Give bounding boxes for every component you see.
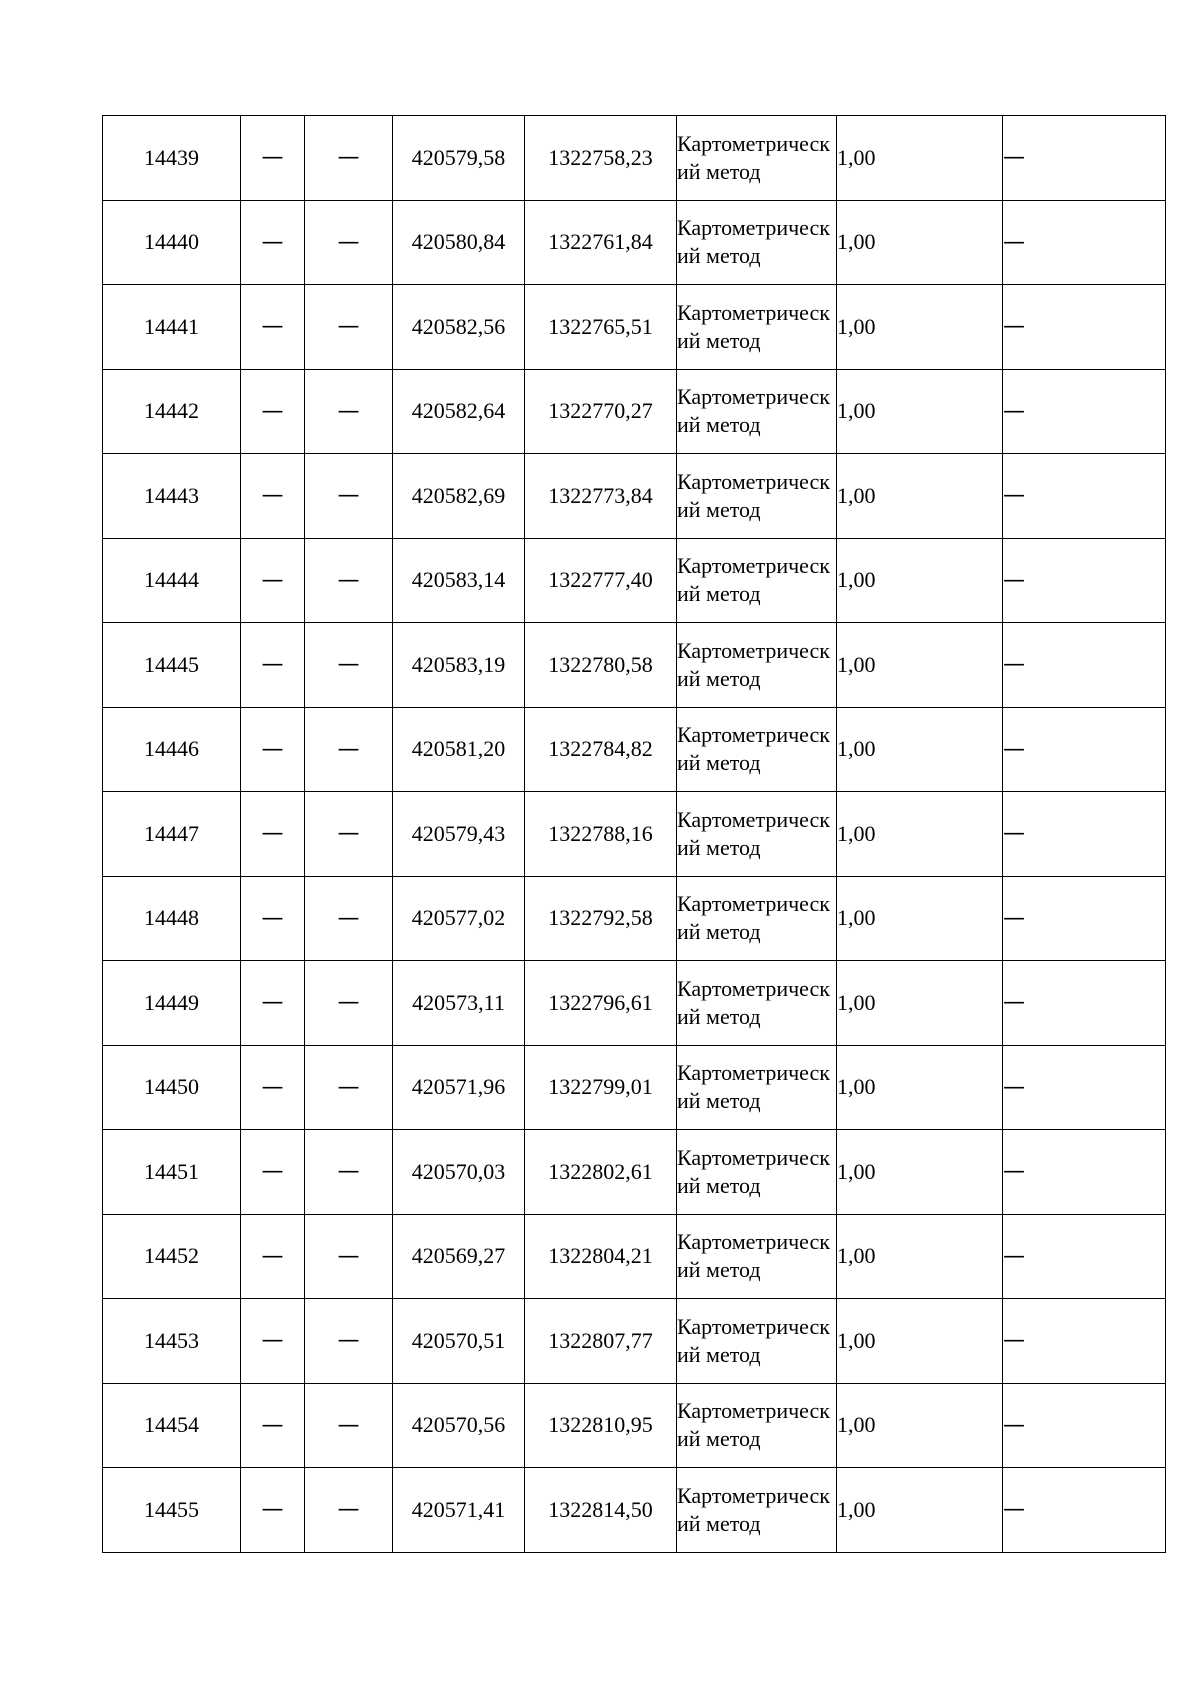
empty-value-cell bbox=[241, 454, 305, 539]
y-coordinate-cell: 1322761,84 bbox=[525, 200, 677, 285]
dash-value: — bbox=[1003, 905, 1025, 931]
note-cell bbox=[1003, 285, 1166, 370]
y-coordinate-cell: 1322784,82 bbox=[525, 707, 677, 792]
x-coordinate-cell: 420582,56 bbox=[393, 285, 525, 370]
table-row bbox=[103, 876, 1166, 961]
note-cell bbox=[1003, 792, 1166, 877]
point-number-cell: 14447 bbox=[103, 792, 241, 877]
point-number-cell: 14439 bbox=[103, 116, 241, 201]
empty-value-cell bbox=[241, 792, 305, 877]
dash-value: — bbox=[337, 398, 360, 424]
method-cell: Картометрический метод bbox=[677, 1468, 837, 1553]
dash-value: — bbox=[337, 145, 360, 171]
dash-value: — bbox=[261, 736, 284, 762]
empty-value-cell bbox=[305, 1299, 393, 1384]
accuracy-cell: 1,00 bbox=[837, 116, 1003, 201]
empty-value-cell bbox=[305, 792, 393, 877]
note-cell bbox=[1003, 961, 1166, 1046]
dash-value: — bbox=[1003, 1159, 1025, 1185]
method-cell: Картометрический метод bbox=[677, 1130, 837, 1215]
accuracy-cell: 1,00 bbox=[837, 369, 1003, 454]
accuracy-cell: 1,00 bbox=[837, 707, 1003, 792]
dash-value: — bbox=[1003, 652, 1025, 678]
point-number-cell: 14442 bbox=[103, 369, 241, 454]
note-cell bbox=[1003, 1214, 1166, 1299]
empty-value-cell bbox=[305, 1214, 393, 1299]
dash-value: — bbox=[261, 1328, 284, 1354]
note-cell bbox=[1003, 707, 1166, 792]
note-cell bbox=[1003, 454, 1166, 539]
empty-value-cell bbox=[305, 876, 393, 961]
dash-value: — bbox=[261, 229, 284, 255]
empty-value-cell bbox=[241, 1130, 305, 1215]
empty-value-cell bbox=[241, 961, 305, 1046]
y-coordinate-cell: 1322802,61 bbox=[525, 1130, 677, 1215]
dash-value: — bbox=[1003, 1497, 1025, 1523]
empty-value-cell bbox=[305, 1045, 393, 1130]
accuracy-cell: 1,00 bbox=[837, 961, 1003, 1046]
table-row bbox=[103, 454, 1166, 539]
y-coordinate-cell: 1322796,61 bbox=[525, 961, 677, 1046]
point-number-cell: 14455 bbox=[103, 1468, 241, 1553]
accuracy-cell: 1,00 bbox=[837, 1299, 1003, 1384]
note-cell bbox=[1003, 876, 1166, 961]
dash-value: — bbox=[337, 314, 360, 340]
dash-value: — bbox=[261, 314, 284, 340]
dash-value: — bbox=[337, 229, 360, 255]
y-coordinate-cell: 1322804,21 bbox=[525, 1214, 677, 1299]
accuracy-cell: 1,00 bbox=[837, 1045, 1003, 1130]
x-coordinate-cell: 420577,02 bbox=[393, 876, 525, 961]
accuracy-cell: 1,00 bbox=[837, 285, 1003, 370]
dash-value: — bbox=[1003, 567, 1025, 593]
dash-value: — bbox=[261, 567, 284, 593]
dash-value: — bbox=[1003, 821, 1025, 847]
dash-value: — bbox=[1003, 483, 1025, 509]
x-coordinate-cell: 420579,43 bbox=[393, 792, 525, 877]
empty-value-cell bbox=[241, 200, 305, 285]
empty-value-cell bbox=[305, 538, 393, 623]
point-number-cell: 14448 bbox=[103, 876, 241, 961]
point-number-cell: 14446 bbox=[103, 707, 241, 792]
dash-value: — bbox=[1003, 145, 1025, 171]
note-cell bbox=[1003, 623, 1166, 708]
y-coordinate-cell: 1322788,16 bbox=[525, 792, 677, 877]
dash-value: — bbox=[1003, 398, 1025, 424]
y-coordinate-cell: 1322773,84 bbox=[525, 454, 677, 539]
empty-value-cell bbox=[305, 116, 393, 201]
x-coordinate-cell: 420582,64 bbox=[393, 369, 525, 454]
dash-value: — bbox=[261, 1159, 284, 1185]
dash-value: — bbox=[337, 1159, 360, 1185]
point-number-cell: 14449 bbox=[103, 961, 241, 1046]
empty-value-cell bbox=[241, 1214, 305, 1299]
method-cell: Картометрический метод bbox=[677, 116, 837, 201]
table-row bbox=[103, 961, 1166, 1046]
dash-value: — bbox=[337, 821, 360, 847]
empty-value-cell bbox=[241, 285, 305, 370]
x-coordinate-cell: 420579,58 bbox=[393, 116, 525, 201]
empty-value-cell bbox=[241, 1045, 305, 1130]
dash-value: — bbox=[1003, 1074, 1025, 1100]
table-row bbox=[103, 1214, 1166, 1299]
table-row bbox=[103, 116, 1166, 201]
dash-value: — bbox=[337, 990, 360, 1016]
empty-value-cell bbox=[241, 707, 305, 792]
dash-value: — bbox=[261, 905, 284, 931]
dash-value: — bbox=[261, 483, 284, 509]
accuracy-cell: 1,00 bbox=[837, 1468, 1003, 1553]
accuracy-cell: 1,00 bbox=[837, 538, 1003, 623]
x-coordinate-cell: 420569,27 bbox=[393, 1214, 525, 1299]
dash-value: — bbox=[261, 652, 284, 678]
accuracy-cell: 1,00 bbox=[837, 792, 1003, 877]
point-number-cell: 14451 bbox=[103, 1130, 241, 1215]
table-row bbox=[103, 285, 1166, 370]
point-number-cell: 14452 bbox=[103, 1214, 241, 1299]
dash-value: — bbox=[337, 1497, 360, 1523]
note-cell bbox=[1003, 1383, 1166, 1468]
dash-value: — bbox=[337, 1328, 360, 1354]
dash-value: — bbox=[261, 990, 284, 1016]
dash-value: — bbox=[337, 1243, 360, 1269]
point-number-cell: 14441 bbox=[103, 285, 241, 370]
point-number-cell: 14454 bbox=[103, 1383, 241, 1468]
method-cell: Картометрический метод bbox=[677, 623, 837, 708]
method-cell: Картометрический метод bbox=[677, 876, 837, 961]
y-coordinate-cell: 1322799,01 bbox=[525, 1045, 677, 1130]
empty-value-cell bbox=[241, 623, 305, 708]
dash-value: — bbox=[337, 483, 360, 509]
empty-value-cell bbox=[241, 1299, 305, 1384]
table-row bbox=[103, 1383, 1166, 1468]
dash-value: — bbox=[1003, 736, 1025, 762]
table-row bbox=[103, 1468, 1166, 1553]
table-body bbox=[103, 116, 1166, 1553]
note-cell bbox=[1003, 1130, 1166, 1215]
dash-value: — bbox=[1003, 229, 1025, 255]
table-row bbox=[103, 369, 1166, 454]
x-coordinate-cell: 420570,03 bbox=[393, 1130, 525, 1215]
dash-value: — bbox=[261, 821, 284, 847]
dash-value: — bbox=[337, 736, 360, 762]
method-cell: Картометрический метод bbox=[677, 200, 837, 285]
method-cell: Картометрический метод bbox=[677, 538, 837, 623]
table-row bbox=[103, 1130, 1166, 1215]
x-coordinate-cell: 420583,14 bbox=[393, 538, 525, 623]
y-coordinate-cell: 1322792,58 bbox=[525, 876, 677, 961]
dash-value: — bbox=[261, 1497, 284, 1523]
empty-value-cell bbox=[305, 707, 393, 792]
x-coordinate-cell: 420570,51 bbox=[393, 1299, 525, 1384]
x-coordinate-cell: 420571,41 bbox=[393, 1468, 525, 1553]
accuracy-cell: 1,00 bbox=[837, 1130, 1003, 1215]
method-cell: Картометрический метод bbox=[677, 792, 837, 877]
dash-value: — bbox=[1003, 1328, 1025, 1354]
accuracy-cell: 1,00 bbox=[837, 454, 1003, 539]
point-number-cell: 14450 bbox=[103, 1045, 241, 1130]
empty-value-cell bbox=[305, 1383, 393, 1468]
y-coordinate-cell: 1322777,40 bbox=[525, 538, 677, 623]
dash-value: — bbox=[261, 398, 284, 424]
method-cell: Картометрический метод bbox=[677, 1299, 837, 1384]
note-cell bbox=[1003, 116, 1166, 201]
point-number-cell: 14445 bbox=[103, 623, 241, 708]
y-coordinate-cell: 1322770,27 bbox=[525, 369, 677, 454]
method-cell: Картометрический метод bbox=[677, 454, 837, 539]
point-number-cell: 14444 bbox=[103, 538, 241, 623]
dash-value: — bbox=[261, 1074, 284, 1100]
point-number-cell: 14443 bbox=[103, 454, 241, 539]
table-row bbox=[103, 623, 1166, 708]
coordinates-table bbox=[102, 115, 1166, 1553]
x-coordinate-cell: 420582,69 bbox=[393, 454, 525, 539]
empty-value-cell bbox=[305, 961, 393, 1046]
empty-value-cell bbox=[305, 200, 393, 285]
table-row bbox=[103, 707, 1166, 792]
table-row bbox=[103, 1045, 1166, 1130]
x-coordinate-cell: 420580,84 bbox=[393, 200, 525, 285]
dash-value: — bbox=[261, 1412, 284, 1438]
method-cell: Картометрический метод bbox=[677, 285, 837, 370]
empty-value-cell bbox=[241, 1383, 305, 1468]
accuracy-cell: 1,00 bbox=[837, 1383, 1003, 1468]
empty-value-cell bbox=[241, 538, 305, 623]
y-coordinate-cell: 1322780,58 bbox=[525, 623, 677, 708]
x-coordinate-cell: 420571,96 bbox=[393, 1045, 525, 1130]
empty-value-cell bbox=[305, 369, 393, 454]
note-cell bbox=[1003, 1045, 1166, 1130]
empty-value-cell bbox=[241, 876, 305, 961]
x-coordinate-cell: 420583,19 bbox=[393, 623, 525, 708]
dash-value: — bbox=[1003, 990, 1025, 1016]
document-page bbox=[102, 115, 1165, 1553]
note-cell bbox=[1003, 1468, 1166, 1553]
empty-value-cell bbox=[305, 285, 393, 370]
empty-value-cell bbox=[305, 1468, 393, 1553]
dash-value: — bbox=[261, 1243, 284, 1269]
dash-value: — bbox=[337, 1412, 360, 1438]
x-coordinate-cell: 420570,56 bbox=[393, 1383, 525, 1468]
dash-value: — bbox=[337, 905, 360, 931]
method-cell: Картометрический метод bbox=[677, 1383, 837, 1468]
dash-value: — bbox=[337, 567, 360, 593]
dash-value: — bbox=[1003, 314, 1025, 340]
dash-value: — bbox=[261, 145, 284, 171]
method-cell: Картометрический метод bbox=[677, 1214, 837, 1299]
method-cell: Картометрический метод bbox=[677, 707, 837, 792]
empty-value-cell bbox=[305, 454, 393, 539]
empty-value-cell bbox=[305, 1130, 393, 1215]
dash-value: — bbox=[1003, 1412, 1025, 1438]
method-cell: Картометрический метод bbox=[677, 1045, 837, 1130]
accuracy-cell: 1,00 bbox=[837, 1214, 1003, 1299]
y-coordinate-cell: 1322810,95 bbox=[525, 1383, 677, 1468]
empty-value-cell bbox=[241, 369, 305, 454]
empty-value-cell bbox=[241, 1468, 305, 1553]
table-row bbox=[103, 538, 1166, 623]
empty-value-cell bbox=[241, 116, 305, 201]
point-number-cell: 14440 bbox=[103, 200, 241, 285]
point-number-cell: 14453 bbox=[103, 1299, 241, 1384]
y-coordinate-cell: 1322765,51 bbox=[525, 285, 677, 370]
dash-value: — bbox=[1003, 1243, 1025, 1269]
accuracy-cell: 1,00 bbox=[837, 876, 1003, 961]
dash-value: — bbox=[337, 1074, 360, 1100]
method-cell: Картометрический метод bbox=[677, 961, 837, 1046]
table-row bbox=[103, 1299, 1166, 1384]
accuracy-cell: 1,00 bbox=[837, 200, 1003, 285]
dash-value: — bbox=[337, 652, 360, 678]
note-cell bbox=[1003, 200, 1166, 285]
note-cell bbox=[1003, 1299, 1166, 1384]
y-coordinate-cell: 1322814,50 bbox=[525, 1468, 677, 1553]
table-row bbox=[103, 200, 1166, 285]
note-cell bbox=[1003, 538, 1166, 623]
x-coordinate-cell: 420581,20 bbox=[393, 707, 525, 792]
accuracy-cell: 1,00 bbox=[837, 623, 1003, 708]
note-cell bbox=[1003, 369, 1166, 454]
y-coordinate-cell: 1322807,77 bbox=[525, 1299, 677, 1384]
y-coordinate-cell: 1322758,23 bbox=[525, 116, 677, 201]
table-row bbox=[103, 792, 1166, 877]
empty-value-cell bbox=[305, 623, 393, 708]
method-cell: Картометрический метод bbox=[677, 369, 837, 454]
x-coordinate-cell: 420573,11 bbox=[393, 961, 525, 1046]
